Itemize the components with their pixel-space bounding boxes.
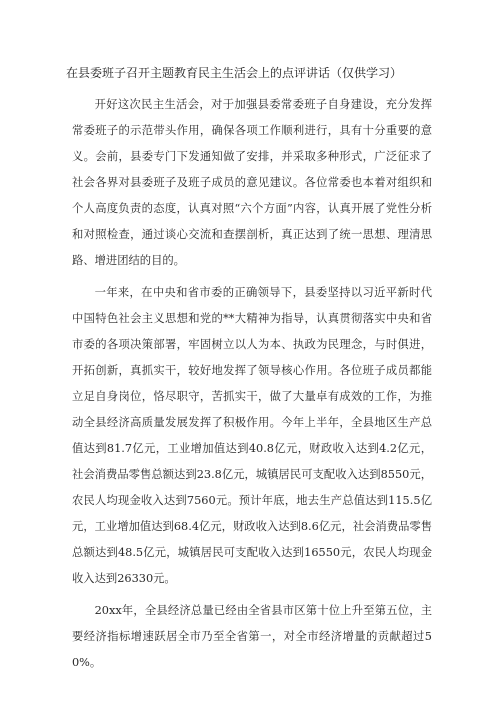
paragraph-ranking: 20xx年，全县经济总量已经由全省县市区第十位上升至第五位，主要经济指标增速跃居全市乃至全省第一，对全市经济增量的贡献超过50%。 [72, 604, 432, 669]
document-body [72, 92, 432, 682]
document-title: 在县委班子召开主题教育民主生活会上的点评讲话（仅供学习） [66, 66, 403, 80]
paragraph-opening: 开好这次民主生活会，对于加强县委常委班子自身建设，充分发挥常委班子的示范带头作用，确保各项工作顺利进行，具有十分重要的意义。会前，县委专门下发通知做了安排，并采取多种形式，广泛征求了社会各界对县委班子及班子成员的意见建议。各位常委也本着对组织和个人高度负责的态度，认真对照“六个方面”内容，认真开展了党性分析和对照检查，通过谈心交流和查摆剖析，真正达到了统一思想、理清思路、增进团结的目的。 [72, 98, 432, 267]
paragraph-achievements: 一年来，在中央和省市委的正确领导下，县委坚持以习近平新时代中国特色社会主义思想和党的**大精神为指导，认真贯彻落实中央和省市委的各项决策部署，牢固树立以人为本、执政为民理念，与时俱进，开拓创新，真抓实干，较好地发挥了领导核心作用。各位班子成员都能立足自身岗位，恪尽职守，苦抓实干，做了大量卓有成效的工作，为推动全县经济高质量发展发挥了积极作用。今年上半年，全县地区生产总值达到81.7亿元，工业增加值达到40.8亿元，财政收入达到4.2亿元，社会消费品零售总额达到23.8亿元，城镇居民可支配收入达到8550元，农民人均现金收入达到7560元。预计年底，地去生产总值达到115.5亿元，工业增加值达到68.4亿元，财政收入达到8.6亿元，社会消费品零售总额达到48.5亿元，城镇居民可支配收入达到16550元，农民人均现金收入达到26330元。 [72, 286, 432, 585]
